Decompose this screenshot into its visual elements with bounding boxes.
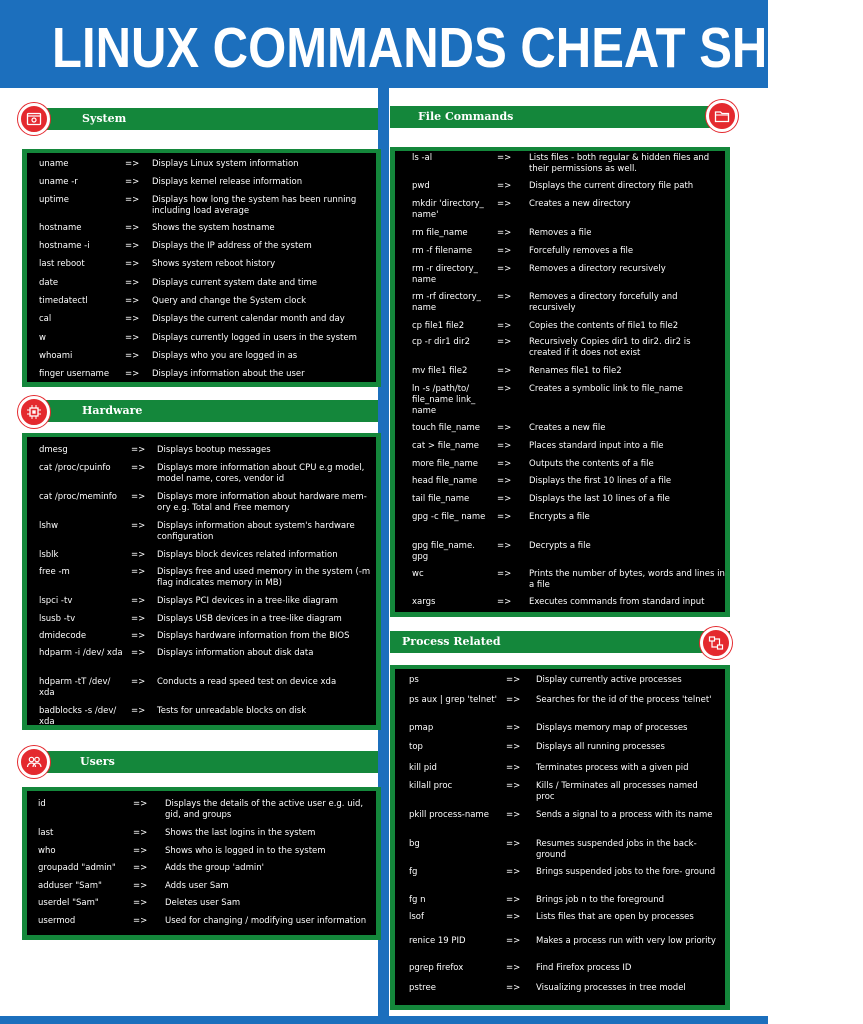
command-name: cal xyxy=(39,314,52,324)
command-description: Outputs the contents of a file xyxy=(529,459,654,469)
command-description: Conducts a read speed test on device xda xyxy=(157,677,337,687)
command-description: Sends a signal to a process with its name xyxy=(536,810,713,820)
arrow-separator: => xyxy=(125,159,140,169)
command-name: free -m xyxy=(39,567,70,577)
command-name: cp file1 file2 xyxy=(412,321,465,331)
command-description: Executes commands from standard input xyxy=(529,597,705,607)
command-description: Displays the IP address of the system xyxy=(152,241,312,251)
arrow-separator: => xyxy=(497,597,512,607)
arrow-separator: => xyxy=(133,863,148,873)
command-description: Displays block devices related information xyxy=(157,550,338,560)
process-commands-table xyxy=(395,669,725,1005)
arrow-separator: => xyxy=(506,723,521,733)
command-name: cat > file_name xyxy=(412,441,480,451)
page-title: LINUX COMMANDS CHEAT SHEET xyxy=(52,16,863,80)
command-name: adduser "Sam" xyxy=(38,881,102,891)
arrow-separator: => xyxy=(125,278,140,288)
command-name: lshw xyxy=(39,521,59,531)
command-name: rm -f filename xyxy=(412,246,473,256)
arrow-separator: => xyxy=(131,706,146,716)
arrow-separator: => xyxy=(497,264,512,274)
arrow-separator: => xyxy=(497,512,512,522)
command-description: Lists files - both regular & hidden files and their permissions as well. xyxy=(529,153,710,174)
command-name: last xyxy=(38,828,54,838)
command-name: mv file1 file2 xyxy=(412,366,468,376)
command-name: more file_name xyxy=(412,459,479,469)
system-commands-table xyxy=(27,153,376,382)
arrow-separator: => xyxy=(497,441,512,451)
command-name: cat /proc/cpuinfo xyxy=(39,463,111,473)
command-name: whoami xyxy=(39,351,73,361)
arrow-separator: => xyxy=(506,695,521,705)
arrow-separator: => xyxy=(506,983,521,993)
command-name: timedatectl xyxy=(39,296,88,306)
command-name: hdparm -i /dev/ xda xyxy=(39,648,123,658)
files-commands-panel xyxy=(390,147,730,617)
command-description: Displays the first 10 lines of a file xyxy=(529,476,672,486)
arrow-separator: => xyxy=(131,492,146,502)
command-description: Displays the details of the active user e.g. uid, gid, and groups xyxy=(165,799,364,820)
command-name: tail file_name xyxy=(412,494,470,504)
arrow-separator: => xyxy=(131,596,146,606)
command-description: Displays information about system's hardware configuration xyxy=(157,521,355,542)
arrow-separator: => xyxy=(133,916,148,926)
arrow-separator: => xyxy=(131,521,146,531)
command-description: Brings suspended jobs to the fore- ground xyxy=(536,867,716,877)
hardware-commands-panel xyxy=(22,433,381,730)
users-commands-table xyxy=(27,791,376,935)
command-name: date xyxy=(39,278,59,288)
process-section-title: Process Related xyxy=(390,631,730,653)
command-description: Creates a symbolic link to file_name xyxy=(529,384,683,394)
arrow-separator: => xyxy=(497,199,512,209)
system-section-title: System xyxy=(22,108,378,130)
command-description: Displays USB devices in a tree-like diagram xyxy=(157,614,342,624)
command-description: Displays the last 10 lines of a file xyxy=(529,494,670,504)
arrow-separator: => xyxy=(497,337,512,347)
command-name: pstree xyxy=(409,983,436,993)
process-commands-panel xyxy=(390,665,730,1010)
command-description: Displays the current calendar month and day xyxy=(152,314,345,324)
command-description: Displays memory map of processes xyxy=(536,723,688,733)
command-name: ps xyxy=(409,675,419,685)
command-description: Displays Linux system information xyxy=(152,159,299,169)
command-name: groupadd "admin" xyxy=(38,863,116,873)
arrow-separator: => xyxy=(497,246,512,256)
arrow-separator: => xyxy=(131,445,146,455)
command-description: Displays all running processes xyxy=(536,742,665,752)
arrow-separator: => xyxy=(125,259,140,269)
command-description: Recursively Copies dir1 to dir2. dir2 is created if it does not exist xyxy=(529,337,691,358)
command-name: pgrep firefox xyxy=(409,963,464,973)
command-name: rm -rf directory_ name xyxy=(412,292,481,313)
command-name: pwd xyxy=(412,181,430,191)
command-description: Shows the system hostname xyxy=(152,223,275,233)
command-description: Resumes suspended jobs in the back- ground xyxy=(536,839,697,860)
command-description: Removes a directory forcefully and recursively xyxy=(529,292,678,313)
command-name: top xyxy=(409,742,423,752)
command-name: lsof xyxy=(409,912,424,922)
arrow-separator: => xyxy=(133,799,148,809)
command-description: Terminates process with a given pid xyxy=(536,763,689,773)
command-description: Kills / Terminates all processes named proc xyxy=(536,781,698,802)
command-description: Renames file1 to file2 xyxy=(529,366,622,376)
command-description: Encrypts a file xyxy=(529,512,590,522)
hardware-section-title: Hardware xyxy=(22,400,378,422)
hardware-commands-table xyxy=(27,437,376,725)
command-name: cp -r dir1 dir2 xyxy=(412,337,471,347)
command-description: Shows system reboot history xyxy=(152,259,276,269)
command-name: uptime xyxy=(39,195,69,205)
arrow-separator: => xyxy=(125,241,140,251)
arrow-separator: => xyxy=(497,459,512,469)
command-description: Displays who you are logged in as xyxy=(152,351,298,361)
arrow-separator: => xyxy=(506,867,521,877)
command-description: Displays current system date and time xyxy=(152,278,318,288)
arrow-separator: => xyxy=(506,763,521,773)
arrow-separator: => xyxy=(497,228,512,238)
command-name: ln -s /path/to/ file_name link_ name xyxy=(412,384,476,416)
command-description: Adds the group 'admin' xyxy=(165,863,264,873)
arrow-separator: => xyxy=(497,181,512,191)
command-name: gpg -c file_ name xyxy=(412,512,486,522)
command-description: Removes a file xyxy=(529,228,592,238)
command-name: rm -r directory_ name xyxy=(412,264,478,285)
command-description: Brings job n to the foreground xyxy=(536,895,665,905)
system-icon xyxy=(18,103,50,135)
command-name: w xyxy=(39,333,46,343)
users-icon xyxy=(18,746,50,778)
arrow-separator: => xyxy=(497,321,512,331)
command-name: fg n xyxy=(409,895,426,905)
command-description: Visualizing processes in tree model xyxy=(536,983,686,993)
command-description: Query and change the System clock xyxy=(152,296,307,306)
command-name: lsusb -tv xyxy=(39,614,76,624)
arrow-separator: => xyxy=(125,314,140,324)
files-commands-table xyxy=(395,151,725,612)
command-name: touch file_name xyxy=(412,423,480,433)
command-description: Displays more information about hardware mem- ory e.g. Total and Free memory xyxy=(157,492,367,513)
arrow-separator: => xyxy=(497,423,512,433)
command-description: Displays more information about CPU e.g model, model name, cores, vendor id xyxy=(157,463,365,484)
arrow-separator: => xyxy=(125,195,140,205)
arrow-separator: => xyxy=(497,494,512,504)
arrow-separator: => xyxy=(133,898,148,908)
arrow-separator: => xyxy=(131,677,146,687)
arrow-separator: => xyxy=(506,963,521,973)
arrow-separator: => xyxy=(497,153,512,163)
command-description: Used for changing / modifying user information xyxy=(165,916,367,926)
command-description: Forcefully removes a file xyxy=(529,246,634,256)
command-name: last reboot xyxy=(39,259,85,269)
command-description: Creates a new file xyxy=(529,423,606,433)
command-name: hdparm -tT /dev/ xda xyxy=(39,677,111,698)
arrow-separator: => xyxy=(131,631,146,641)
command-description: Displays PCI devices in a tree-like diagram xyxy=(157,596,338,606)
command-description: Displays how long the system has been running including load average xyxy=(152,195,357,216)
arrow-separator: => xyxy=(506,912,521,922)
command-name: fg xyxy=(409,867,418,877)
command-description: Prints the number of bytes, words and lines in a file xyxy=(529,569,725,590)
command-description: Displays currently logged in users in the system xyxy=(152,333,357,343)
command-name: badblocks -s /dev/ xda xyxy=(39,706,117,727)
command-name: lsblk xyxy=(39,550,59,560)
command-name: renice 19 PID xyxy=(409,936,466,946)
command-name: pmap xyxy=(409,723,434,733)
command-description: Copies the contents of file1 to file2 xyxy=(529,321,679,331)
arrow-separator: => xyxy=(506,839,521,849)
command-description: Shows who is logged in to the system xyxy=(165,846,326,856)
command-description: Shows the last logins in the system xyxy=(165,828,316,838)
arrow-separator: => xyxy=(506,936,521,946)
arrow-separator: => xyxy=(497,476,512,486)
command-description: Removes a directory recursively xyxy=(529,264,666,274)
arrow-separator: => xyxy=(497,292,512,302)
command-name: rm file_name xyxy=(412,228,468,238)
command-name: wc xyxy=(412,569,424,579)
command-description: Decrypts a file xyxy=(529,541,591,551)
arrow-separator: => xyxy=(125,369,140,379)
arrow-separator: => xyxy=(131,550,146,560)
command-name: dmesg xyxy=(39,445,68,455)
arrow-separator: => xyxy=(497,569,512,579)
command-name: cat /proc/meminfo xyxy=(39,492,117,502)
command-description: Find Firefox process ID xyxy=(536,963,632,973)
command-description: Display currently active processes xyxy=(536,675,682,685)
command-name: ls -al xyxy=(412,153,433,163)
command-description: Displays the current directory file path xyxy=(529,181,694,191)
command-name: finger username xyxy=(39,369,110,379)
command-description: Creates a new directory xyxy=(529,199,631,209)
command-name: hostname xyxy=(39,223,82,233)
files-section-title: File Commands xyxy=(390,106,730,128)
arrow-separator: => xyxy=(133,881,148,891)
folder-icon xyxy=(706,100,738,132)
arrow-separator: => xyxy=(125,177,140,187)
command-name: who xyxy=(38,846,56,856)
users-commands-panel xyxy=(22,787,381,940)
command-name: ps aux | grep 'telnet' xyxy=(409,695,497,705)
chip-icon xyxy=(18,396,50,428)
command-description: Deletes user Sam xyxy=(165,898,241,908)
system-commands-panel xyxy=(22,149,381,387)
command-name: dmidecode xyxy=(39,631,87,641)
command-name: lspci -tv xyxy=(39,596,73,606)
arrow-separator: => xyxy=(497,384,512,394)
command-description: Displays bootup messages xyxy=(157,445,271,455)
command-name: pkill process-name xyxy=(409,810,489,820)
command-description: Searches for the id of the process 'telnet' xyxy=(536,695,712,705)
arrow-separator: => xyxy=(131,463,146,473)
arrow-separator: => xyxy=(506,675,521,685)
arrow-separator: => xyxy=(125,351,140,361)
arrow-separator: => xyxy=(133,846,148,856)
header-banner xyxy=(0,0,863,88)
arrow-separator: => xyxy=(506,742,521,752)
arrow-separator: => xyxy=(125,223,140,233)
command-description: Displays hardware information from the BIOS xyxy=(157,631,350,641)
arrow-separator: => xyxy=(125,296,140,306)
command-name: bg xyxy=(409,839,420,849)
command-name: mkdir 'directory_ name' xyxy=(412,199,484,220)
command-description: Makes a process run with very low priority xyxy=(536,936,716,946)
command-name: kill pid xyxy=(409,763,437,773)
command-name: xargs xyxy=(412,597,436,607)
command-name: hostname -i xyxy=(39,241,90,251)
arrow-separator: => xyxy=(497,541,512,551)
arrow-separator: => xyxy=(125,333,140,343)
users-section-title: Users xyxy=(22,751,378,773)
arrow-separator: => xyxy=(497,366,512,376)
command-description: Tests for unreadable blocks on disk xyxy=(157,706,307,716)
command-name: uname xyxy=(39,159,69,169)
command-name: killall proc xyxy=(409,781,453,791)
process-icon xyxy=(700,627,732,659)
arrow-separator: => xyxy=(131,567,146,577)
arrow-separator: => xyxy=(506,810,521,820)
arrow-separator: => xyxy=(131,614,146,624)
command-description: Displays kernel release information xyxy=(152,177,303,187)
command-description: Displays information about the user xyxy=(152,369,305,379)
command-name: uname -r xyxy=(39,177,78,187)
arrow-separator: => xyxy=(506,895,521,905)
footer-bar xyxy=(0,1016,768,1024)
command-description: Displays information about disk data xyxy=(157,648,314,658)
arrow-separator: => xyxy=(506,781,521,791)
arrow-separator: => xyxy=(131,648,146,658)
command-name: id xyxy=(38,799,46,809)
command-name: userdel "Sam" xyxy=(38,898,99,908)
command-description: Places standard input into a file xyxy=(529,441,664,451)
command-name: gpg file_name. gpg xyxy=(412,541,475,562)
command-name: usermod xyxy=(38,916,76,926)
command-description: Adds user Sam xyxy=(165,881,229,891)
command-description: Lists files that are open by processes xyxy=(536,912,694,922)
command-name: head file_name xyxy=(412,476,478,486)
command-description: Displays free and used memory in the system (-m flag indicates memory in MB) xyxy=(157,567,371,588)
arrow-separator: => xyxy=(133,828,148,838)
